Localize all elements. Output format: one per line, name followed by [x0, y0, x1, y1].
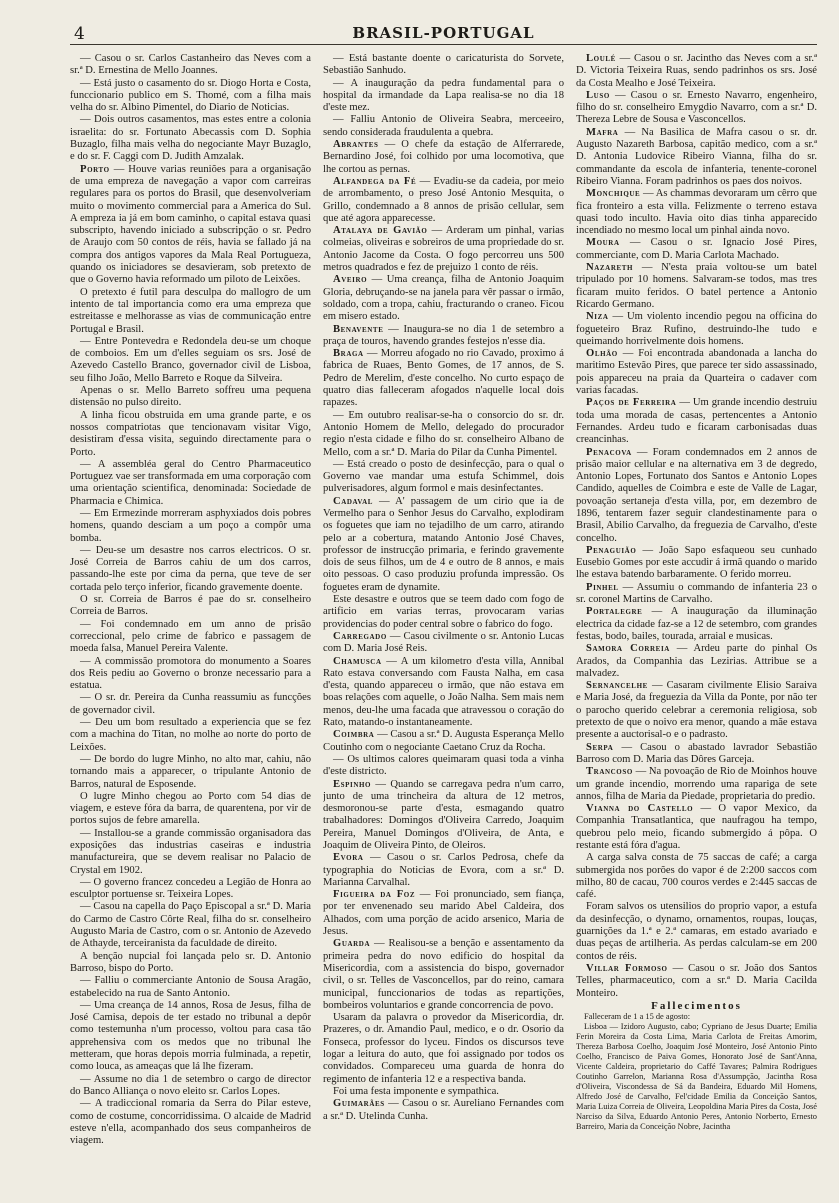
news-item-heading: Monchique: [586, 188, 641, 200]
news-item-heading: Benavente: [333, 323, 384, 335]
news-item: [323, 1086, 564, 1098]
news-item-text: — Deu-se um desastre nos carros electricos. O sr. José Correia de Barros cahiu de um dos carros, passando-lhe este por cima da perna, que teve de ser cortada pelo terço inferior, ficando gravemente doente.: [70, 544, 311, 593]
news-item: [323, 938, 564, 1012]
news-item-text: — Houve varias reuniões para a organisação de uma empreza de navegação a vapor com carreiras regulares para os portos do Brasil, que desenvolveriam muito o movimento commercial para a America do Sul. A empreza ia já em bom caminho, o capital estava quasi subscripto, havendo iniciado a subscripção o sr. Pedro de Araujo com 50 contos de réis, havia se fallado já na compra dos antigos vapores da Mala Real Portugueza, quando os iniciadores se desavieram, sob pretexto de que o Governo havia reformado um piloto de Leixões.: [70, 163, 311, 286]
news-item-text: — Installou-se a grande commissão organisadora das exposições das industrias caseiras e industria manufactureira, que se devem realisar no Palacio de Crystal em 1902.: [70, 827, 311, 876]
news-item-heading: Trancoso: [586, 766, 633, 778]
news-item-text: — Casou o sr. Ernesto Navarro, engenheiro, filho do sr. conselheiro Emygdio Navarro, com a sr.ª D. Thereza Lebre de Sousa e Vasconcellos.: [576, 89, 817, 126]
news-item-text: — Inaugura-se no dia 1 de setembro a praça de touros, havendo grandes festejos n'esse dia.: [323, 323, 564, 347]
news-item-heading: Penaguião: [586, 544, 637, 556]
news-item-text: — A tradiccional romaria da Serra do Pilar esteve, como de costume, concorridissima. O alcaide de Madrid esteve n'ella, acompanhado dos seus companheiros de viagem.: [70, 1098, 311, 1147]
news-item: [323, 410, 564, 459]
news-item-text: — Foi condemnado em um anno de prisão correccional, pelo crime de fabrico e passagem de moeda falsa, Manuel Pereira Valente.: [70, 618, 311, 655]
news-item-text: — A um kilometro d'esta villa, Annibal Rato estava conversando com Fausta Nalha, em casa d'esta, quando appareceu o irmão, que não estava em boas relações com aquelle, o João Nalha. Sem mais nem menos, deu-lhe uma facada que atravessou o coração do Rato, matando-o instantaneamente.: [323, 655, 564, 729]
news-item: [323, 754, 564, 779]
news-item-text: — Um violento incendio pegou na officina do fogueteiro Braz Rufino, destruindo-lhe tudo e queimando horrivelmente dois homens.: [576, 311, 817, 347]
news-item-heading: Samora Correia: [586, 643, 670, 655]
news-item: [323, 324, 564, 349]
news-item: [323, 176, 564, 225]
news-item-text: A linha ficou obstruida em uma grande parte, e os nossos compatriotas que tencionavam visitar Vigo, desistiram d'essa visita, seguindo directamente para o Porto.: [70, 409, 311, 458]
news-item-text: A carga salva consta de 75 saccas de café; a carga submergida nos porões do vapor é de 2:200 saccos com milho, 80 de cacau, 700 couros verdes e 2:445 saccas de café.: [576, 852, 817, 901]
news-item-heading: Niza: [586, 311, 609, 323]
news-item-text: — Morreu afogado no rio Cavado, proximo á fabrica de Ruaes, Bento Gomes, de 17 annos, de S. Pedro de Merelim, d'este concelho. No curto espaço de quatro dias falleceram afogados n'aquelle local dois rapazes.: [323, 348, 564, 409]
news-item: [323, 78, 564, 115]
news-item-heading: Luso: [586, 89, 610, 101]
news-item: [576, 901, 817, 962]
news-item: [70, 1098, 311, 1147]
news-item: [576, 852, 817, 901]
obituary-intro: Falleceram de 1 a 15 de agosto:: [584, 1012, 691, 1022]
obituary-block: [576, 1012, 817, 1132]
news-item-text: — Falliu o commerciante Antonio de Sousa Aragão, estabelecido na rua de Santo Antonio.: [70, 975, 311, 999]
news-item-heading: Espinho: [333, 778, 372, 790]
news-item: [576, 262, 817, 311]
news-item: [576, 545, 817, 582]
column-3: [576, 53, 817, 1203]
news-item-text: — Casou o sr. Jacintho das Neves com a sr.ª D. Victoria Teixeira Ruas, sendo padrinhos os srs. José da Costa Mealho e José Teixeira.: [576, 53, 817, 89]
news-item-text: — Em Ermezinde morreram asphyxiados dois pobres homens, quando desciam a um poço a compôr uma bomba.: [70, 507, 311, 544]
news-item: [576, 237, 817, 262]
news-item-text: — Assume no dia 1 de setembro o cargo de director do Banco Alliança o novo eleito sr. Carlos Lopes.: [70, 1073, 311, 1097]
news-item: [323, 889, 564, 938]
news-item-text: — Casaram civilmente Elisio Saraiva e Maria José, da freguezia da Villa da Ponte, por não ter o parocho querido celebrar a ceremonia religiosa, sob pretexto de que o noivo era menor, quando a mãe estava presente a auctorisal-o e o padrasto.: [576, 680, 817, 741]
news-item: [323, 348, 564, 409]
news-item-text: — Ardeu parte do pinhal Os Arados, da Companhia das Lezirias. Attribue se a malvadez.: [576, 643, 817, 679]
news-item-heading: Guimarães: [333, 1098, 385, 1110]
news-item: [576, 188, 817, 237]
news-item: [576, 766, 817, 803]
news-item: [70, 754, 311, 791]
news-item-heading: Vianna do Castello: [586, 803, 694, 815]
news-item-text: — A inauguração da illuminação electrica da cidade faz-se a 12 de setembro, com grandes festas, bodo, bailes, tourada, arraial e musicas.: [576, 606, 817, 642]
news-item-heading: Aveiro: [333, 274, 368, 286]
news-item-text: — Dois outros casamentos, mas estes entre a colonia israelita: do sr. Fortunato Abecassis com D. Sophia Buzaglo, filha mais velha do negociante Mayr Buzaglo, e do sr. F. Caggi com D. Judith Amzalak.: [70, 114, 311, 163]
news-item: [576, 311, 817, 348]
news-item-text: — Um grande incendio destruiu toda uma morada de casas, pertencentes a Antonio Fernandes. Ardeu tudo e ficaram carbonisadas duas creancinhas.: [576, 397, 817, 446]
news-item-heading: Porto: [80, 163, 110, 175]
news-item-text: — N'esta praia voltou-se um batel tripulado por 10 homens. Salvaram-se todos, mas tres ficaram muito feridos. O batel pertence a Antonio Ricardo Germano.: [576, 262, 817, 310]
news-item-heading: Pinhel: [586, 581, 619, 593]
news-item: [70, 656, 311, 693]
news-item: [323, 852, 564, 889]
news-item-heading: Braga: [333, 348, 364, 360]
news-item: [70, 877, 311, 902]
news-item-text: — Entre Pontevedra e Redondela deu-se um choque de comboios. Em um d'elles seguiam os srs. José de Azevedo Castello Branco, governador civil de Lisboa, seu filho João, Mello Barreto e Roque da Silveira.: [70, 335, 311, 384]
news-item-text: — Uma creança de 14 annos, Rosa de Jesus, filha de José Camisa, depois de ter estado no tribunal a depôr como testemunha n'um processo, voltou para casa tão apprehensiva com os medos que no tribunal lhe metteram, que horas depois morria fulminada, a repetir, como louca, as ameaças que lá lhe fizeram.: [70, 999, 311, 1073]
news-item-text: — Falliu Antonio de Oliveira Seabra, merceeiro, sendo considerada fraudulenta a quebra.: [323, 114, 564, 138]
news-item: [70, 619, 311, 656]
news-item-text: — A assembléa geral do Centro Pharmaceutico Portuguez vae ser transformada em uma corporação com uma orientação scientifica, denominada: Sociedade de Pharmacia e Chimica.: [70, 458, 311, 507]
column-3-items: [576, 53, 817, 1000]
news-item-heading: Mafra: [586, 126, 619, 138]
news-item: [70, 410, 311, 459]
news-item: [323, 729, 564, 754]
news-item-text: — O sr. dr. Pereira da Cunha reassumiu as funcções de governador civil.: [70, 692, 311, 716]
news-item: [323, 53, 564, 78]
news-item-text: — Casou na capella do Paço Episcopal a sr.ª D. Maria do Carmo de Castro Côrte Real, filha do sr. conselheiro Augusto Maria de Castro, com o sr. Antonio de Azevedo de Athayde, terceiranista da faculdade de direito.: [70, 901, 311, 950]
news-item: [323, 459, 564, 496]
news-item: [70, 53, 311, 78]
news-item-text: — Assumiu o commando de infanteria 23 o sr. coronel Martins de Carvalho.: [576, 581, 817, 606]
column-1: [70, 53, 311, 1203]
news-item: [323, 225, 564, 274]
news-item-text: — Casou o sr. Carlos Castanheiro das Neves com a sr.ª D. Ernestina de Mello Joannes.: [70, 53, 311, 77]
news-item-text: — Deu um bom resultado a experiencia que se fez com a machina do Titan, no molhe ao norte do porto de Leixões.: [70, 717, 311, 753]
news-item: [576, 447, 817, 545]
news-item: [70, 508, 311, 545]
news-item: [576, 127, 817, 188]
news-item: [576, 643, 817, 680]
news-item-heading: Loulé: [586, 53, 616, 64]
news-item-heading: Paços de Ferreira: [586, 397, 677, 409]
news-item: [323, 139, 564, 176]
journal-title: BRASIL-PORTUGAL: [352, 24, 535, 42]
news-item-heading: Guarda: [333, 938, 371, 950]
news-item: [70, 975, 311, 1000]
news-item-heading: Atalaya de Gavião: [333, 225, 428, 237]
news-item: [323, 114, 564, 139]
news-item-text: — O chefe da estação de Alferrarede, Bernardino José, foi colhido por uma locomotiva, que lhe cortou as pernas.: [323, 139, 564, 175]
news-item-text: — O governo francez concedeu a Legião de Honra ao esculptor portuense sr. Teixeira Lopes.: [70, 876, 311, 901]
news-item: [70, 164, 311, 287]
news-item-text: — João Sapo esfaqueou seu cunhado Eusebio Gomes por este accudir á irmã quando o marido lhe estava batendo barbaramente. O ferido morreu.: [576, 544, 817, 581]
news-item-text: Foram salvos os utensilios do proprio vapor, a estufa da desinfecção, o dynamo, ornamentos, roupas, louças, guarnições da 1.ª e 2.ª camaras, em estado avariado e duas peças de artilheria. As perdas calculam-se em 200 contos de réis.: [576, 901, 817, 962]
article-columns: [70, 53, 817, 1203]
news-item: [70, 791, 311, 828]
obituary-title: Fallecimentos: [651, 999, 742, 1012]
news-item: [70, 692, 311, 717]
news-item-heading: Alfandega da Fé: [333, 175, 417, 187]
news-item-text: — Casou o sr. João dos Santos Telles, pharmaceutico, com a sr.ª D. Maria Cacilda Monteiro.: [576, 962, 817, 999]
news-item: [323, 594, 564, 631]
news-item: [576, 742, 817, 767]
news-item: [70, 385, 311, 410]
news-item-text: — A' passagem de um cirio que ia de Vermelho para o Senhor Jesus do Carvalho, explodiram os foguetes que iam no tejadilho de um carro, atirando pelo ar a cobertura, matando Antonio José Chaves, professor de instrucção primaria, e ferindo gravemente dois de seus filhos, um de 4 e outro de 8 annos, e mais oito pessoas. O caso produziu profunda impressão. Os foguetes eram de dynamite.: [323, 495, 564, 593]
news-item-text: — O vapor Mexico, da Companhia Transatlantica, que naufragou ha tempo, quebrou pelo meio, ficando submergido á pôpa. O restante está fóra d'agua.: [576, 803, 817, 851]
news-item: [576, 606, 817, 643]
news-item: [576, 90, 817, 127]
news-item: [70, 717, 311, 754]
news-item-text: — Na Basilica de Mafra casou o sr. dr. Augusto Nazareth Barbosa, capitão medico, com a sr.ª D. Antonia Ludovice Ribeiro Vianna, filha do sr. commandante da escola de infanteria, tenente-coronel Ribeiro Vianna. Foram padrinhos os paes dos noivos.: [576, 126, 817, 187]
news-item: [323, 631, 564, 656]
news-item-text: O lugre Minho chegou ao Porto com 54 dias de viagem, e esteve fóra da barra, de quarentena, por vir de portos sujos de febre amarella.: [70, 790, 311, 827]
news-item-text: — Foram condemnados em 2 annos de prisão maior cellular e na alternativa em 3 de degredo, Antonio Lopes, Fortunato dos Santos e Antonio Lopes Candido, aquelles de Coimbra e este de Valle de Lagar, povoação sertaneja d'esta villa, por, em dezembro de 1896, tentarem fazer seguir clandestinamente para o Brasil, Abilio Carvalho, da freguezia de Carvalho, d'este concelho.: [576, 446, 817, 544]
news-item: [323, 779, 564, 853]
news-item-text: — Realisou-se a benção e assentamento da primeira pedra do novo edificio do hospital da Misericordia, com a assistencia do bispo, governador civil, o sr. Telles de Vasconcellos, par do reino, camara municipal, funccionarios de todas as repartições, bombeiros voluntarios e grande concorrencia de povo.: [323, 938, 564, 1011]
news-item-heading: Carregado: [333, 630, 387, 642]
news-item-text: — Quando se carregava pedra n'um carro, junto de uma trincheira da altura de 12 metros, desmoronou-se parte d'esta, esmagando quatro trabalhadores: Domingos d'Oliveira Carredo, Joaquim Pereira, Manuel Domingos d'Oliveira, de Anta, e Joaquim de Oliveira Pinto, de Oleiros.: [323, 778, 564, 851]
news-item: [70, 1074, 311, 1099]
news-item-text: — Arderam um pinhal, varias colmeias, oliveiras e sobreiros de uma propriedade do sr. Antonio Jacome da Costa. O fogo percorreu uns 500 metros quadrados e fez de prejuizo 1 conto de réis.: [323, 225, 564, 274]
news-item-text: — Casou o abastado lavrador Sebastião Barroso com D. Maria das Dôres Garceja.: [576, 741, 817, 765]
news-item: [323, 1098, 564, 1123]
news-item-heading: Nazareth: [586, 262, 634, 274]
news-item: [70, 1000, 311, 1074]
news-item: [70, 951, 311, 976]
news-item-text: — Uma creança, filha de Antonio Joaquim Gloria, debruçando-se na janela para vêr passar o irmão, soldado, com a tropa, cahiu, fracturando o craneo. Ficou em misero estado.: [323, 274, 564, 323]
column-2: [323, 53, 564, 1203]
news-item: [70, 828, 311, 877]
news-item-text: — Foi pronunciado, sem fiança, por ter envenenado seu marido Abel Caldeira, dos Alhados, com uma porção de acido arsenico, Maria de Jesus.: [323, 889, 564, 938]
news-item: [576, 680, 817, 741]
news-item-text: — Está justo o casamento do sr. Diogo Horta e Costa, funccionario publico em S. Thomé, com a filha mais velha do sr. Albino Pimentel, do Diario de Noticias.: [70, 77, 311, 114]
news-item-text: Este desastre e outros que se teem dado com fogo de artificio em varias terras, provocaram varias providencias do poder central sobre o fabrico do fogo.: [323, 594, 564, 630]
news-item-text: — Casou o sr. Aureliano Fernandes com a sr.ª D. Utelinda Cunha.: [323, 1098, 564, 1122]
news-item: [576, 803, 817, 852]
news-item-text: — Casou civilmente o sr. Antonio Lucas com D. Maria José Reis.: [323, 630, 564, 655]
news-item: [323, 274, 564, 323]
news-item: [70, 901, 311, 950]
news-item: [70, 459, 311, 508]
news-item-text: — Na povoação de Rio de Moinhos houve um grande incendio, morrendo uma rapariga de sete annos, filha de Maria da Piedade, proprietaria do predio.: [576, 766, 817, 802]
news-item-heading: Sernancelhe: [586, 680, 648, 692]
news-item-text: A benção nupcial foi lançada pelo sr. D. Antonio Barroso, bispo do Porto.: [70, 950, 311, 974]
news-item: [70, 114, 311, 163]
news-item-heading: Moura: [586, 237, 620, 249]
news-item: [576, 582, 817, 607]
news-item-heading: Portalegre: [586, 606, 643, 618]
obituary-text: Lisboa — Izidoro Augusto, cabo; Cypriano de Jesus Duarte; Emilia Ferin Moreira da Costa Lima, Maria Carlota de Freitas Amorim, Thereza Barbosa Coelho, Joaquim José Monteiro, José Antonio Pinto Coelho, Francisco de Paiva Gomes, Honorato José de Sant'Anna, Vicente Caldeira, proprietario do Caffé Tavares; Palmira Rodrigues Coutinho Garrelon, Marianna Rosa d'Assumpção, Jacintha Rosa d'Oliveira, Viscondessa de Sá da Bandeira, Eduardo Mil Homens, Alfredo José de Carvalho, Fel'cidade Emilia da Conceição Santos, Maria Luiza Correia de Oliveira, Leopoldina Maria Pires da Costa, José Narciso da Silva, Eduardo Antonio Peres, Antonio Norberto, Ernesto Barreiro, Maria da Conceição Nobre, Jacintha: [576, 1022, 817, 1132]
news-item-heading: Figueira da Foz: [333, 889, 416, 901]
news-item: [576, 348, 817, 397]
news-item-text: — Está creado o posto de desinfecção, para o qual o Governo vae mandar uma estufa Schimmel, dois pulverisadores, algum formol e mais desinfectantes.: [323, 458, 564, 495]
news-item-heading: Serpa: [586, 741, 614, 753]
page-header: [70, 22, 817, 45]
news-item-text: — As chammas devoraram um cêrro que fica fronteiro a esta villa. Felizmente o terreno estava quasi todo inculto. Havia oito dias tinha apparecido incendiado no mesmo local um pinhal ainda novo.: [576, 188, 817, 237]
news-item-heading: Cadaval: [333, 495, 373, 507]
news-item-text: O sr. Correia de Barros é pae do sr. conselheiro Correia de Barros.: [70, 594, 311, 618]
page-number: 4: [74, 24, 85, 44]
news-item: [323, 1012, 564, 1086]
news-item-text: — Casou o sr. Ignacio José Pires, commerciante, com D. Maria Carlota Machado.: [576, 237, 817, 261]
news-item-text: — Foi encontrada abandonada a lancha do maritimo Estevão Pires, que parece ter sido assassinado, pois appareceu na praia da Quarteira o cadaver com varias facadas.: [576, 348, 817, 397]
news-item-heading: Penacova: [586, 446, 632, 458]
news-item: [576, 963, 817, 1000]
news-item-heading: Evora: [333, 852, 364, 864]
news-item-text: — Em outubro realisar-se-ha o consorcio do sr. dr. Antonio Homem de Mello, delegado do procurador regio n'esta cidade e filho do sr. conselheiro Albano de Mello, com a sr.ª D. Maria do Pilar da Cunha Pimentel.: [323, 409, 564, 458]
news-item: [70, 336, 311, 385]
news-item: [576, 53, 817, 90]
news-item-text: — Casou a sr.ª D. Augusta Esperança Mello Coutinho com o negociante Caetano Cruz da Rocha.: [323, 729, 564, 753]
news-item: [323, 656, 564, 730]
news-item: [70, 287, 311, 336]
news-item: [576, 397, 817, 446]
news-item-heading: Coimbra: [333, 729, 375, 741]
news-item-text: Usaram da palavra o provedor da Misericordia, dr. Prazeres, o dr. Amandio Paul, medico, e o dr. Osorio da Fonseca, professor do lyceu. Findos os discursos teve logar a leitura do auto, que foi assignado por todos os convidados. Compareceu uma guarda de honra do regimento de infanteria 12 e a respectiva banda.: [323, 1012, 564, 1085]
news-item-heading: Olhão: [586, 348, 618, 360]
news-item-text: — A inauguração da pedra fundamental para o hospital da irmandade da Lapa realisa-se no dia 18 d'este mez.: [323, 77, 564, 114]
news-item-heading: Chamusca: [333, 655, 382, 667]
news-item-text: Apenas o sr. Mello Barreto soffreu uma pequena distensão no pulso direito.: [70, 385, 311, 409]
news-item-text: — A commissão promotora do monumento a Soares dos Reis pediu ao Governo o bronze necessario para a estatua.: [70, 655, 311, 692]
news-item-text: — De bordo do lugre Minho, no alto mar, cahiu, não tornando mais a apparecer, o tripulante Antonio de Barros, natural de Esposende.: [70, 753, 311, 790]
news-item-text: — Casou o sr. Carlos Pedrosa, chefe da typographia do Noticias de Evora, com a sr.ª D. Marianna Carvalhal.: [323, 852, 564, 888]
news-item-text: O pretexto é futil para desculpa do mallogro de um intento de tal importancia como era uma empreza que estreitasse e melhorasse as vias de communicação entre Portugal e Brasil.: [70, 286, 311, 335]
news-item-text: — Está bastante doente o caricaturista do Sorvete, Sebastião Sanhudo.: [323, 53, 564, 77]
news-item-heading: Abrantes: [333, 139, 379, 151]
news-item-text: — Os ultimos calores queimaram quasi toda a vinha d'este districto.: [323, 753, 564, 778]
news-item: [323, 496, 564, 594]
news-item-heading: Villar Formoso: [586, 962, 668, 974]
news-item-text: — Evadiu-se da cadeia, por meio de arrombamento, o preso José Antonio Mesquita, o Grillo, condemnado a 8 annos de prisão cellular, sem que até agora apparecesse.: [323, 175, 564, 224]
news-item: [70, 594, 311, 619]
news-item: [70, 545, 311, 594]
news-item: [70, 78, 311, 115]
news-item-text: Foi uma festa imponente e sympathica.: [333, 1085, 499, 1097]
